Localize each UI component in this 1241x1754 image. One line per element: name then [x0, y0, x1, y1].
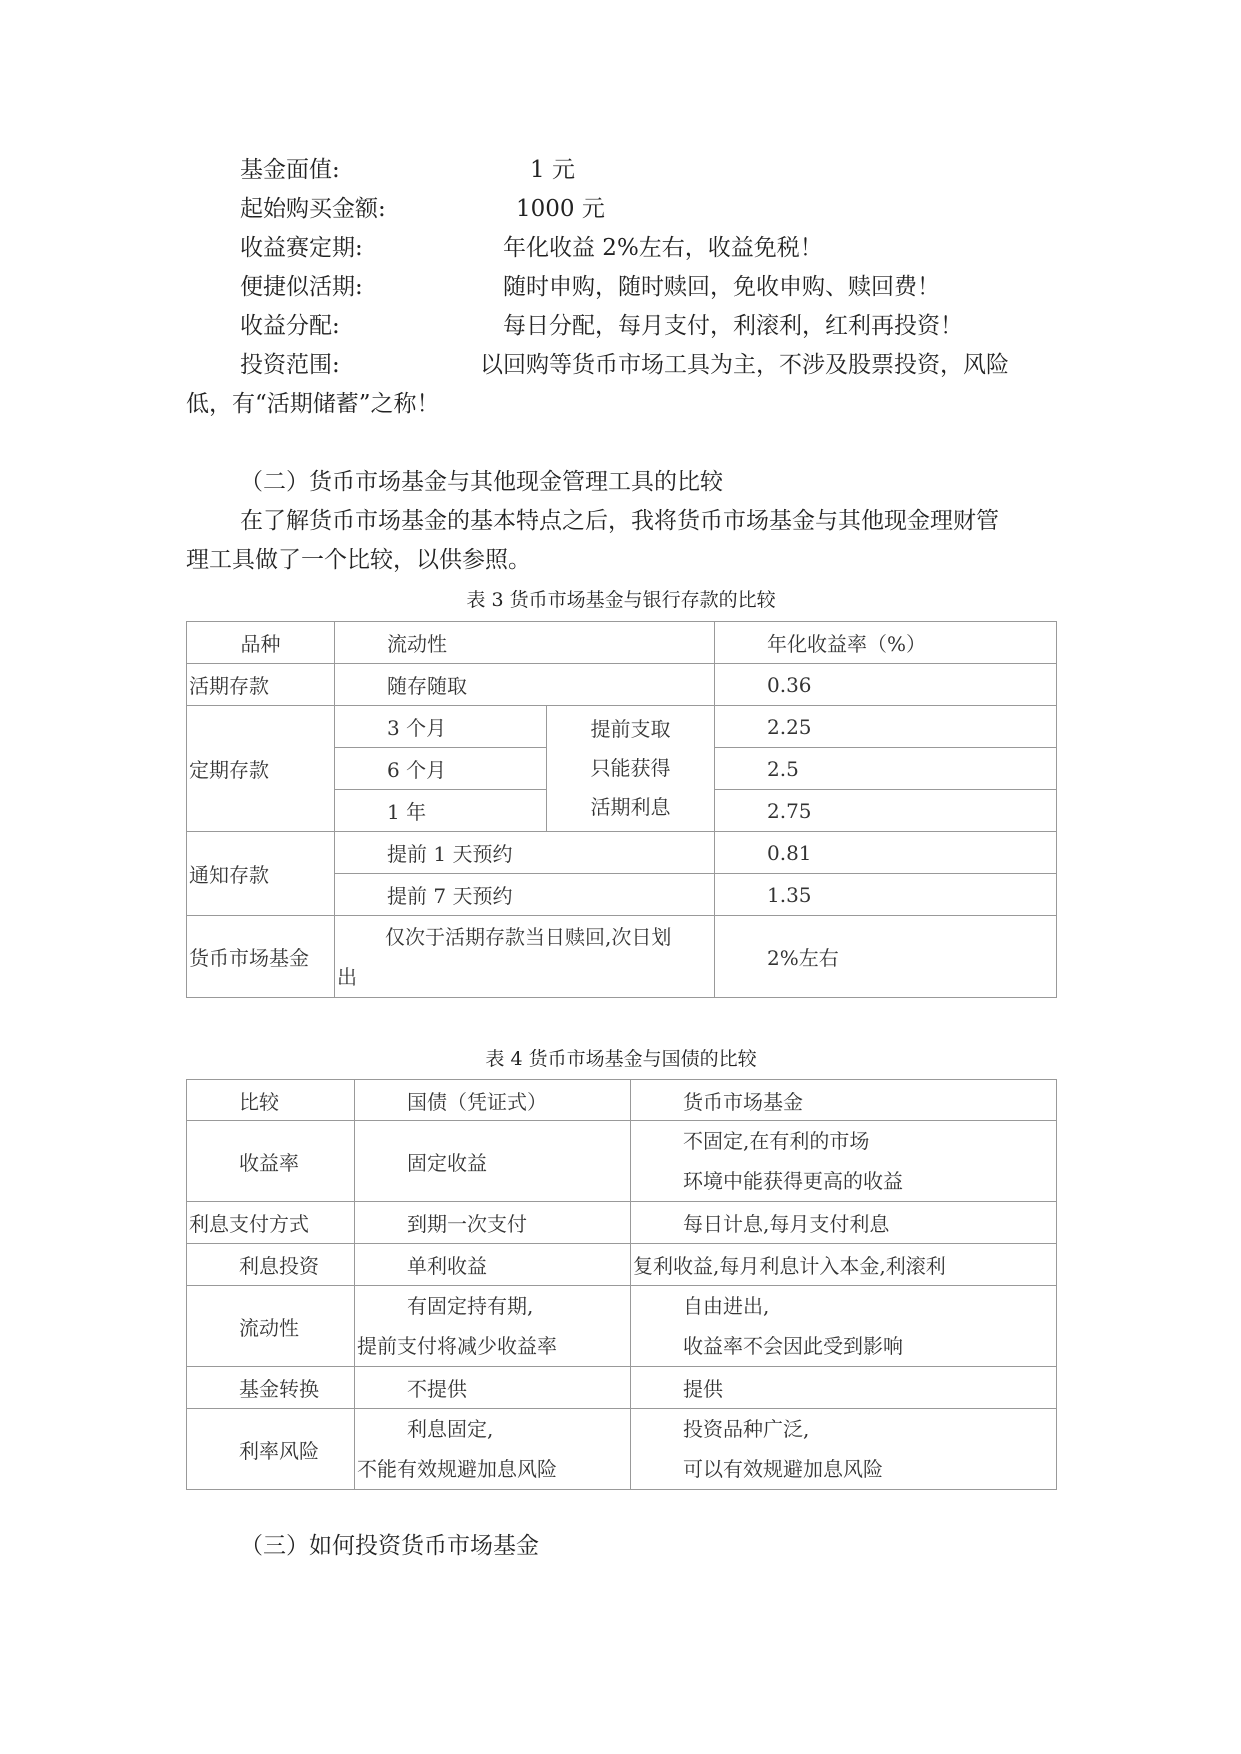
table4-header-item: 比较	[187, 1080, 355, 1121]
table3-header-type: 品种	[187, 622, 335, 664]
table3-header-rate: 年化收益率（%）	[715, 622, 1057, 664]
section2-heading: （二）货币市场基金与其他现金管理工具的比较	[240, 469, 723, 495]
section2-paragraph-line1: 在了解货币市场基金的基本特点之后，我将货币市场基金与其他现金理财管	[240, 508, 999, 534]
table3	[186, 621, 1057, 998]
table-row: 货币市场基金 仅次于活期存款当日赎回,次日划 出 2%左右	[187, 916, 1057, 998]
table3-caption: 表 3 货币市场基金与银行存款的比较	[466, 589, 776, 611]
document-page: 基金面值: 1 元 起始购买金额: 1000 元 收益赛定期: 年化收益 2%左右，收益免税！ 便捷似活期: 随时申购，随时赎回，免收申购、赎回费！ 收益分配: 每日分配，每月支付，利滚利，红利再投资！ 投资范围: 以回购等货币市场工具为主，不涉及股票投资，风险 低，有“活期储蓄”之称！ （二）货币市场基金与其他现金管理工具的比较 在了解货币市场基金的基本特点之后，我将货币市场基金与其他现金理财管 理工具做了一个比较，以供参照。 表 3 货币市场基金与银行存款的比较 品种 流动性 年化收益率（%） 活期存款 随存随取 0.36 定期存款 3 个月 提前支取 只能获得 活期利息 2.25 6 个月 2.5 1 年 2.75 通知存款 提前 1 天预约 0.81 提前 7 天预约 1.35 货币市场基金 仅次于活期存款当日赎回,次日划 出 2%左右 表 4 货币市场基金与国债的比较 比较 国债（凭证式） 货币市场基金 收益率 固定收益 不固定,在有利的市场 环境中能获得更高的收益 利息支付方式 到期一次支付 每日计息,每月支付利息 利息投资 单利收益 复利收益,每月利息计入本金,利滚利 流动性 有固定持有期, 提前支付将减少收益率 自由进出, 收益率不会因此受到影响 基金转换 不提供 提供 利率风险 利息固定, 不能有效规避加息风险 投资品种广泛, 可以有效规避加息风险 （三）如何投资货币市场基金	[0, 0, 1241, 1754]
table-row: 通知存款 提前 1 天预约 0.81	[187, 832, 1057, 874]
table-row: 收益率 固定收益 不固定,在有利的市场 环境中能获得更高的收益	[187, 1121, 1057, 1202]
table-row: 6 个月 2.5	[187, 748, 1057, 790]
table-row: 定期存款 3 个月 提前支取 只能获得 活期利息 2.25	[187, 706, 1057, 748]
table-row	[187, 1080, 1057, 1121]
table4-header-bond: 国债（凭证式）	[355, 1080, 631, 1121]
section3-heading: （三）如何投资货币市场基金	[240, 1533, 539, 1559]
table-row: 利率风险 利息固定, 不能有效规避加息风险 投资品种广泛, 可以有效规避加息风险	[187, 1409, 1057, 1490]
table-row: 流动性 有固定持有期, 提前支付将减少收益率 自由进出, 收益率不会因此受到影响	[187, 1286, 1057, 1367]
section2-paragraph-line2: 理工具做了一个比较，以供参照。	[186, 547, 531, 573]
table-row: 1 年 2.75	[187, 790, 1057, 832]
table-row: 利息支付方式 到期一次支付 每日计息,每月支付利息	[187, 1202, 1057, 1244]
table-row	[187, 622, 1057, 664]
table3-header-liquidity: 流动性	[335, 622, 715, 664]
table4-caption: 表 4 货币市场基金与国债的比较	[485, 1048, 757, 1070]
table4	[186, 1079, 1057, 1490]
fact-investment-scope-cont: 低，有“活期储蓄”之称！	[186, 391, 440, 417]
table-row: 利息投资 单利收益 复利收益,每月利息计入本金,利滚利	[187, 1244, 1057, 1286]
table3-fixed-note: 提前支取 只能获得 活期利息	[547, 706, 715, 832]
table-row: 提前 7 天预约 1.35	[187, 874, 1057, 916]
table-row: 基金转换 不提供 提供	[187, 1367, 1057, 1409]
table-row: 活期存款 随存随取 0.36	[187, 664, 1057, 706]
table4-header-fund: 货币市场基金	[631, 1080, 1057, 1121]
